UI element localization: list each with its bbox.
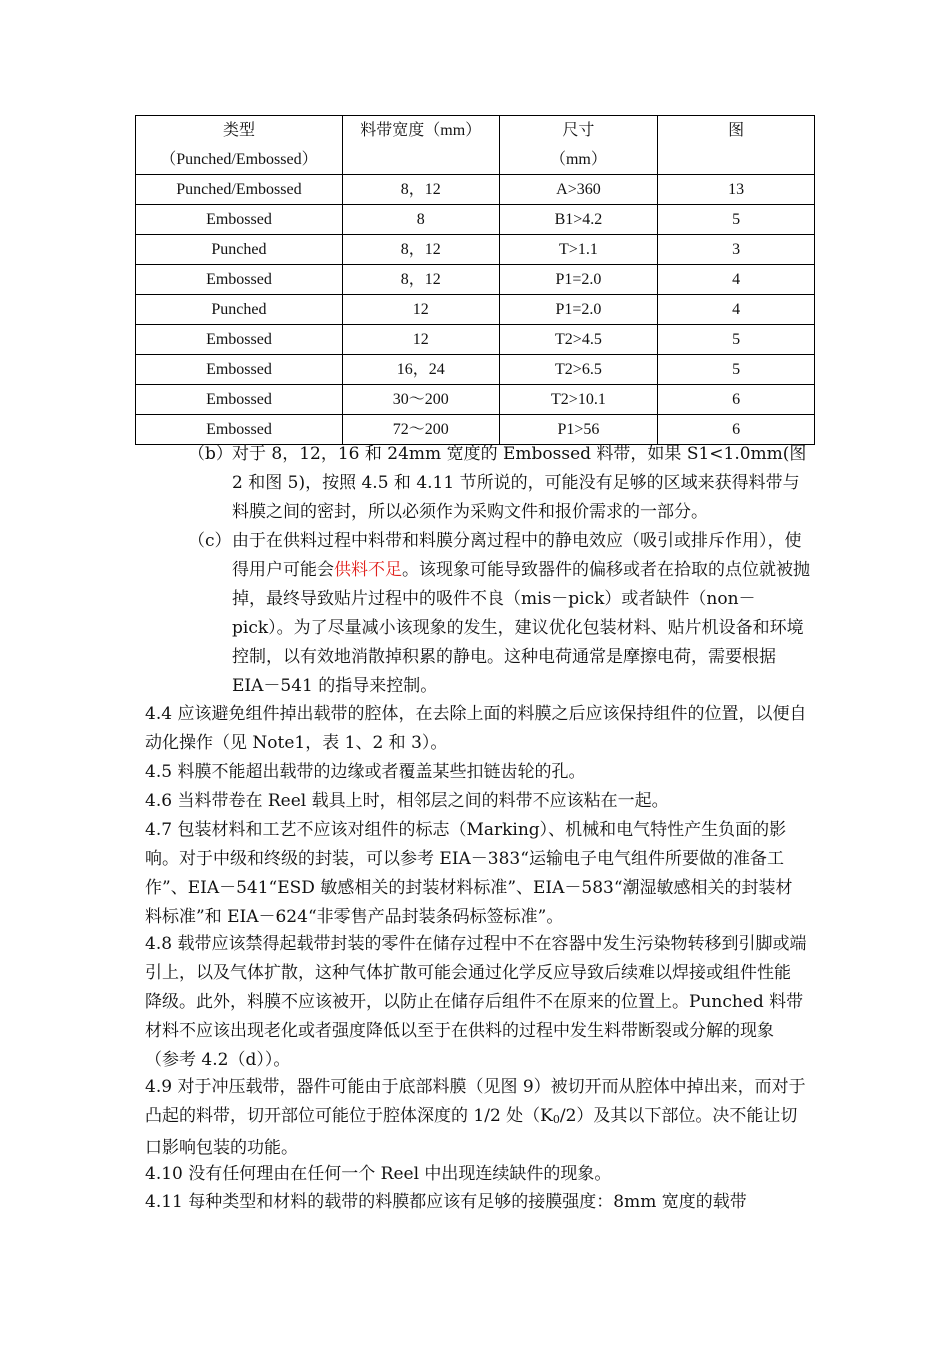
note-c-text-after: 。该现象可能导致器件的偏移或者在拾取的点位就被抛掉，最终导致贴片过程中的吸件不良（mis－pick）或者缺件（non－pick）。为了尽量减小该现象的发生，建议优化包装材料、贴片机设备和环境控制，以有效地消散掉积累的静电。这种电荷通常是摩擦电荷，需要根据 EIA－541 的指导来控制。 bbox=[232, 560, 810, 696]
cell-width: 12 bbox=[342, 325, 499, 355]
cell-width: 12 bbox=[342, 295, 499, 325]
section-4-9-part-a: 4.9 对于冲压载带，器件可能由于底部料膜（见图 9）被切开而从腔体中掉出来，而对于凸起的料带，切开部位可能位于腔体深度的 1/2 处（K bbox=[145, 1077, 806, 1126]
cell-width: 16，24 bbox=[342, 355, 499, 385]
cell-type: Punched bbox=[136, 235, 343, 265]
section-4-4: 4.4 应该避免组件掉出载带的腔体，在去除上面的料膜之后应该保持组件的位置，以便自动化操作（见 Note1，表 1、2 和 3）。 bbox=[145, 704, 807, 753]
section-4-8: 4.8 载带应该禁得起载带封装的零件在储存过程中不在容器中发生污染物转移到引脚或端引上，以及气体扩散，这种气体扩散可能会通过化学反应导致后续难以焊接或组件性能降级。此外，料膜不应该被开，以防止在储存后组件不在原来的位置上。Punched 料带材料不应该出现老化或者强度降低以至于在供料的过程中发生料带断裂或分解的现象（参考 4.2（d））。 bbox=[145, 934, 807, 1070]
section-4-9-part-b: /2）及其以下部位。决不能让切口影响包装的功能。 bbox=[145, 1106, 798, 1158]
cell-width: 8，12 bbox=[342, 235, 499, 265]
note-b bbox=[188, 440, 810, 527]
cell-width: 30～200 bbox=[342, 385, 499, 415]
section-4-9-subscript: 0 bbox=[552, 1113, 560, 1126]
cell-type: Embossed bbox=[136, 265, 343, 295]
cell-size: T2>6.5 bbox=[499, 355, 658, 385]
cell-type: Embossed bbox=[136, 385, 343, 415]
cell-size: T2>4.5 bbox=[499, 325, 658, 355]
cell-figure: 13 bbox=[658, 175, 815, 205]
cell-figure: 5 bbox=[658, 205, 815, 235]
cell-type: Embossed bbox=[136, 205, 343, 235]
note-c-text-before: 由于在供料过程中料带和料膜分离过程中的静电效应（吸引或排斥作用），使得用户可能会 bbox=[232, 531, 802, 580]
section-4-9 bbox=[145, 1073, 807, 1163]
cell-size: B1>4.2 bbox=[499, 205, 658, 235]
cell-type: Embossed bbox=[136, 325, 343, 355]
cell-size: P1=2.0 bbox=[499, 295, 658, 325]
cell-type: Punched/Embossed bbox=[136, 175, 343, 205]
table-row bbox=[136, 355, 815, 385]
note-c bbox=[188, 527, 810, 701]
cell-figure: 6 bbox=[658, 415, 815, 445]
cell-size: T>1.1 bbox=[499, 235, 658, 265]
section-4-5: 4.5 料膜不能超出载带的边缘或者覆盖某些扣链齿轮的孔。 bbox=[145, 762, 586, 782]
cell-width: 8，12 bbox=[342, 175, 499, 205]
note-b-text: 对于 8，12，16 和 24mm 宽度的 Embossed 料带，如果 S1<1.0mm(图 2 和图 5)，按照 4.5 和 4.11 节所说的，可能没有足够的区域来获得料带与料膜之间的密封，所以必须作为采购文件和报价需求的一部分。 bbox=[232, 444, 807, 522]
header-figure: 图 bbox=[658, 116, 815, 175]
cell-figure: 5 bbox=[658, 325, 815, 355]
cell-width: 8，12 bbox=[342, 265, 499, 295]
table-row bbox=[136, 235, 815, 265]
table-row bbox=[136, 205, 815, 235]
section-4-6: 4.6 当料带卷在 Reel 载具上时，相邻层之间的料带不应该粘在一起。 bbox=[145, 791, 669, 811]
cell-type: Embossed bbox=[136, 415, 343, 445]
header-width: 料带宽度（mm） bbox=[342, 116, 499, 175]
table-header-row bbox=[136, 116, 815, 175]
cell-figure: 5 bbox=[658, 355, 815, 385]
note-c-text bbox=[232, 527, 810, 701]
table-row bbox=[136, 295, 815, 325]
cell-size: A>360 bbox=[499, 175, 658, 205]
header-type: 类型 （Punched/Embossed） bbox=[136, 116, 343, 175]
cell-type: Punched bbox=[136, 295, 343, 325]
cell-size: T2>10.1 bbox=[499, 385, 658, 415]
table-row bbox=[136, 175, 815, 205]
cell-figure: 6 bbox=[658, 385, 815, 415]
cell-figure: 3 bbox=[658, 235, 815, 265]
cell-figure: 4 bbox=[658, 295, 815, 325]
cell-type: Embossed bbox=[136, 355, 343, 385]
cell-width: 8 bbox=[342, 205, 499, 235]
cell-figure: 4 bbox=[658, 265, 815, 295]
cell-width: 72～200 bbox=[342, 415, 499, 445]
table-row bbox=[136, 325, 815, 355]
cell-size: P1>56 bbox=[499, 415, 658, 445]
table-row bbox=[136, 385, 815, 415]
table-row bbox=[136, 265, 815, 295]
highlight-insufficient-feed: 供料不足 bbox=[334, 560, 402, 580]
note-c-label: （c） bbox=[188, 531, 232, 551]
cell-size: P1=2.0 bbox=[499, 265, 658, 295]
spec-table bbox=[135, 115, 815, 445]
section-4-10: 4.10 没有任何理由在任何一个 Reel 中出现连续缺件的现象。 bbox=[145, 1164, 612, 1184]
note-b-label: （b） bbox=[188, 444, 233, 464]
section-4-7: 4.7 包装材料和工艺不应该对组件的标志（Marking）、机械和电气特性产生负面的影响。对于中级和终级的封装，可以参考 EIA－383“运输电子电气组件所要做的准备工作”、EIA－541“ESD 敏感相关的封装材料标准”、EIA－583“潮湿敏感相关的封装材料标准”和 EIA－624“非零售产品封装条码标签标准”。 bbox=[145, 820, 793, 927]
section-4-11: 4.11 每种类型和材料的载带的料膜都应该有足够的接膜强度：8mm 宽度的载带 bbox=[145, 1192, 747, 1212]
header-size: 尺寸 （mm） bbox=[499, 116, 658, 175]
